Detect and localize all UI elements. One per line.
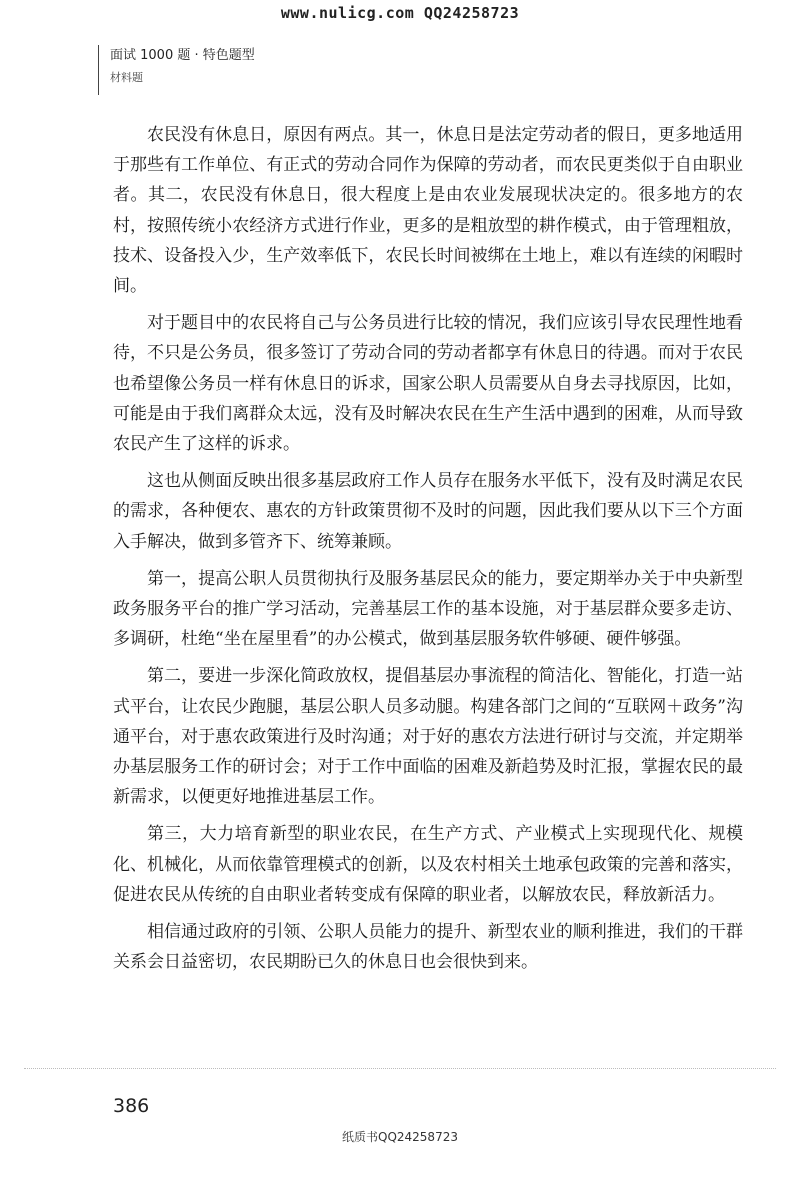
paragraph-6: 第三，大力培育新型的职业农民，在生产方式、产业模式上实现现代化、规模化、机械化，从而依靠管理模式的创新，以及农村相关土地承包政策的完善和落实，促进农民从传统的自由职业者转变成有保障的职业者，以解放农民，释放新活力。 [113, 824, 743, 905]
paragraph-7: 相信通过政府的引领、公职人员能力的提升、新型农业的顺利推进，我们的干群关系会日益密切，农民期盼已久的休息日也会很快到来。 [113, 922, 743, 973]
paragraph-1: 农民没有休息日，原因有两点。其一，休息日是法定劳动者的假日，更多地适用于那些有工作单位、有正式的劳动合同作为保障的劳动者，而农民更类似于自由职业者。其二，农民没有休息日，很大程度上是由农业发展现状决定的。很多地方的农村，按照传统小农经济方式进行作业，更多的是粗放型的耕作模式，由于管理粗放，技术、设备投入少，生产效率低下，农民长时间被绑在土地上，难以有连续的闲暇时间。 [113, 125, 743, 297]
bottom-watermark: 纸质书QQ24258723 [342, 1130, 458, 1144]
header-section-label: 材料题 [110, 71, 143, 84]
paragraph-2: 对于题目中的农民将自己与公务员进行比较的情况，我们应该引导农民理性地看待，不只是公务员，很多签订了劳动合同的劳动者都享有休息日的待遇。而对于农民也希望像公务员一样有休息日的诉求，国家公职人员需要从自身去寻找原因，比如，可能是由于我们离群众太远，没有及时解决农民在生产生活中遇到的困难，从而导致农民产生了这样的诉求。 [113, 313, 743, 455]
header-book-title: 面试 1000 题 · 特色题型 [110, 48, 255, 63]
running-header [98, 42, 418, 102]
paragraph-3: 这也从侧面反映出很多基层政府工作人员存在服务水平低下，没有及时满足农民的需求，各种便农、惠农的方针政策贯彻不及时的问题，因此我们要从以下三个方面入手解决，做到多管齐下、统筹兼顾。 [113, 471, 743, 552]
footer-divider [24, 1068, 776, 1069]
paragraph-5: 第二，要进一步深化简政放权，提倡基层办事流程的简洁化、智能化，打造一站式平台，让农民少跑腿，基层公职人员多动腿。构建各部门之间的“互联网＋政务”沟通平台，对于惠农政策进行及时沟通；对于好的惠农方法进行研讨与交流，并定期举办基层服务工作的研讨会；对于工作中面临的困难及新趋势及时汇报，掌握农民的最新需求，以便更好地推进基层工作。 [113, 666, 743, 808]
header-vertical-rule [98, 45, 99, 95]
page-number: 386 [113, 1095, 150, 1117]
answer-body [113, 120, 743, 984]
top-watermark: www.nulicg.com QQ24258723 [280, 4, 520, 22]
paragraph-4: 第一，提高公职人员贯彻执行及服务基层民众的能力，要定期举办关于中央新型政务服务平台的推广学习活动，完善基层工作的基本设施，对于基层群众要多走访、多调研，杜绝“坐在屋里看”的办公模式，做到基层服务软件够硬、硬件够强。 [113, 568, 743, 650]
